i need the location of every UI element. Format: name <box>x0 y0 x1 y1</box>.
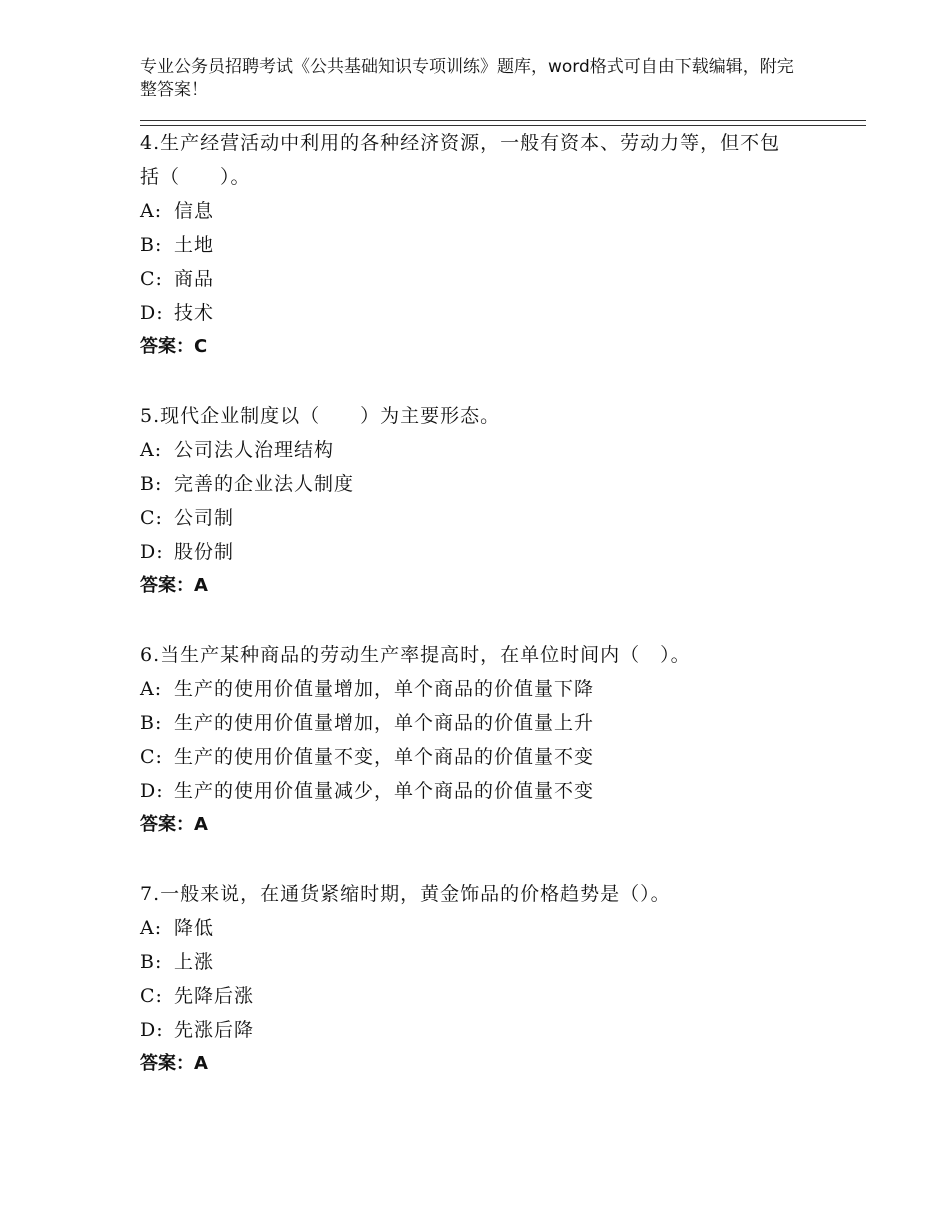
option-text: 先降后涨 <box>174 985 255 1007</box>
option-letter: A: <box>140 917 163 939</box>
option-c <box>140 740 840 774</box>
option-letter: C: <box>140 268 163 290</box>
option-text: 生产的使用价值量不变，单个商品的价值量不变 <box>174 746 595 768</box>
option-c <box>140 262 840 296</box>
option-text: 生产的使用价值量增加，单个商品的价值量下降 <box>174 678 595 700</box>
option-text: 公司法人治理结构 <box>174 439 335 461</box>
question-block <box>140 399 840 603</box>
option-letter: D: <box>140 541 164 563</box>
option-b <box>140 706 840 740</box>
option-letter: C: <box>140 985 163 1007</box>
question-block <box>140 638 840 842</box>
option-letter: A: <box>140 439 163 461</box>
answer-label: 答案：A <box>140 1053 208 1074</box>
option-letter: B: <box>140 712 163 734</box>
option-text: 生产的使用价值量增加，单个商品的价值量上升 <box>174 712 595 734</box>
option-text: 技术 <box>174 302 215 324</box>
option-a <box>140 194 840 228</box>
option-letter: D: <box>140 1019 164 1041</box>
question-block <box>140 126 840 364</box>
option-letter: A: <box>140 678 163 700</box>
option-letter: B: <box>140 473 163 495</box>
question-text: 5.现代企业制度以（ ）为主要形态。 <box>140 405 501 427</box>
answer-label: 答案：A <box>140 814 208 835</box>
option-d <box>140 535 840 569</box>
option-letter: B: <box>140 234 163 256</box>
option-a <box>140 672 840 706</box>
option-letter: B: <box>140 951 163 973</box>
document-header: 专业公务员招聘考试《公共基础知识专项训练》题库，word格式可自由下载编辑，附完整答案！ <box>140 57 794 100</box>
question-text: 7.一般来说，在通货紧缩时期，黄金饰品的价格趋势是（）。 <box>140 883 671 905</box>
option-letter: D: <box>140 780 164 802</box>
option-d <box>140 1013 840 1047</box>
option-a <box>140 911 840 945</box>
option-c <box>140 501 840 535</box>
option-d <box>140 774 840 808</box>
option-text: 生产的使用价值量减少，单个商品的价值量不变 <box>174 780 595 802</box>
option-text: 降低 <box>174 917 215 939</box>
option-d <box>140 296 840 330</box>
option-b <box>140 228 840 262</box>
option-b <box>140 945 840 979</box>
option-text: 土地 <box>174 234 215 256</box>
option-text: 商品 <box>174 268 215 290</box>
option-text: 上涨 <box>174 951 215 973</box>
answer-label: 答案：A <box>140 575 208 596</box>
option-letter: D: <box>140 302 164 324</box>
option-text: 股份制 <box>174 541 235 563</box>
option-text: 公司制 <box>174 507 235 529</box>
question-block <box>140 877 840 1081</box>
answer-label: 答案：C <box>140 336 208 357</box>
option-b <box>140 467 840 501</box>
option-a <box>140 433 840 467</box>
option-text: 先涨后降 <box>174 1019 255 1041</box>
option-letter: A: <box>140 200 163 222</box>
option-text: 完善的企业法人制度 <box>174 473 355 495</box>
option-c <box>140 979 840 1013</box>
option-text: 信息 <box>174 200 215 222</box>
option-letter: C: <box>140 746 163 768</box>
question-text: 6.当生产某种商品的劳动生产率提高时，在单位时间内（ ）。 <box>140 644 691 666</box>
option-letter: C: <box>140 507 163 529</box>
question-text: 4.生产经营活动中利用的各种经济资源，一般有资本、劳动力等，但不包括（ ）。 <box>140 132 781 188</box>
